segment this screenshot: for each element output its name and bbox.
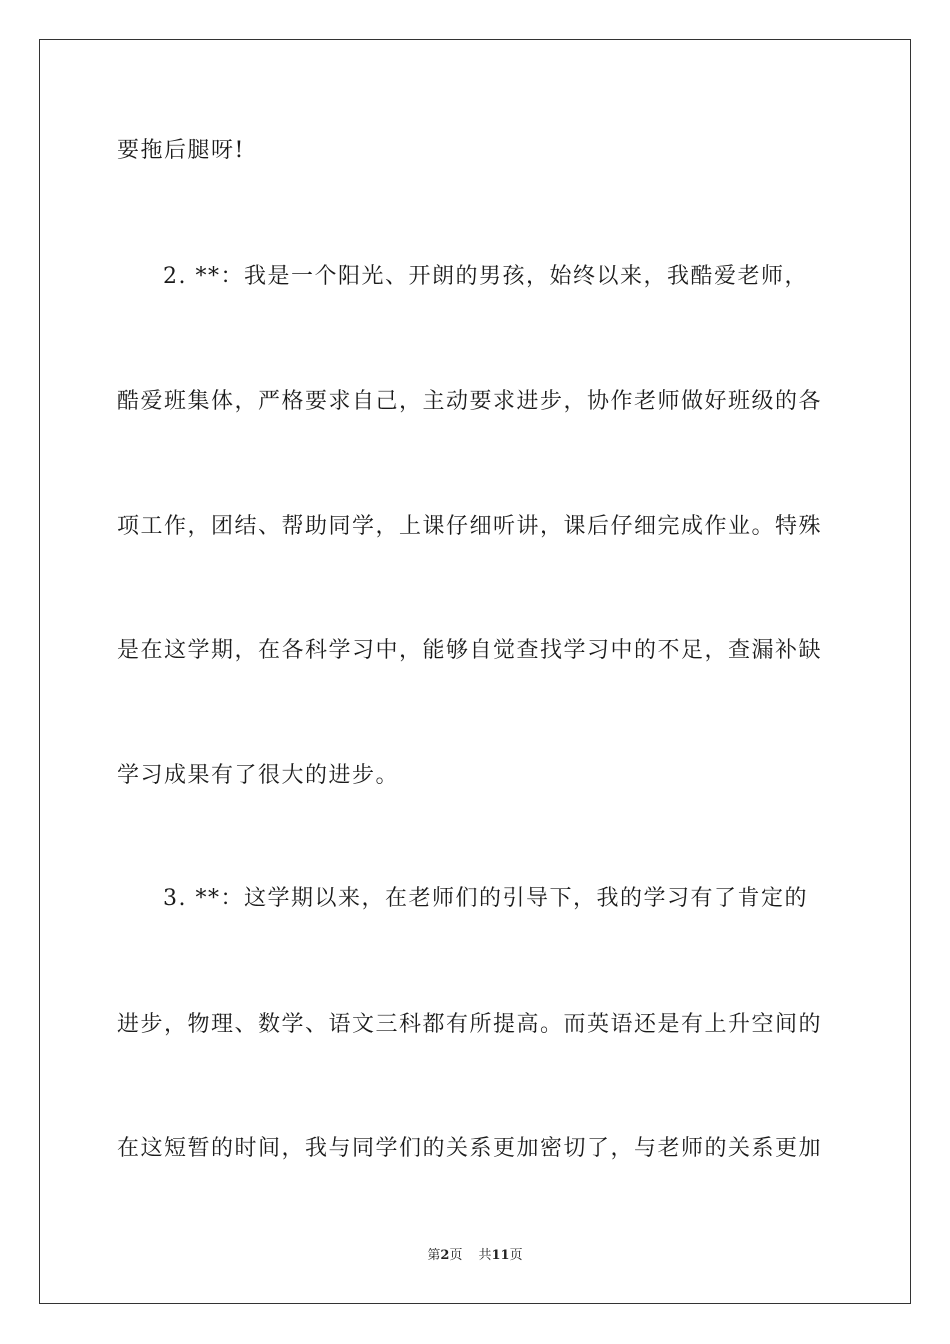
page-prefix: 第 xyxy=(427,1248,441,1263)
total-suffix: 页 xyxy=(509,1248,523,1263)
text-line-1: 要拖后腿呀! xyxy=(117,138,245,163)
page-footer xyxy=(0,1247,950,1265)
text-line-5: 是在这学期，在各科学习中，能够自觉查找学习中的不足，查漏补缺 xyxy=(117,638,823,663)
total-pages: 11 xyxy=(491,1248,510,1263)
text-line-3: 酷爱班集体，严格要求自己，主动要求进步，协作老师做好班级的各 xyxy=(117,389,823,414)
page-number: 2 xyxy=(440,1248,450,1263)
text-line-7: 3. **：这学期以来，在老师们的引导下，我的学习有了肯定的 xyxy=(163,886,808,911)
text-line-2: 2. **：我是一个阳光、开朗的男孩，始终以来，我酷爱老师， xyxy=(163,264,808,289)
text-line-9: 在这短暂的时间，我与同学们的关系更加密切了，与老师的关系更加 xyxy=(117,1136,823,1161)
text-line-8: 进步，物理、数学、语文三科都有所提高。而英语还是有上升空间的 xyxy=(117,1012,823,1037)
total-prefix: 共 xyxy=(478,1248,492,1263)
text-line-4: 项工作，团结、帮助同学，上课仔细听讲，课后仔细完成作业。特殊 xyxy=(117,514,823,539)
text-line-6: 学习成果有了很大的进步。 xyxy=(117,763,400,788)
page-border xyxy=(39,39,911,1304)
page-suffix: 页 xyxy=(449,1248,463,1263)
